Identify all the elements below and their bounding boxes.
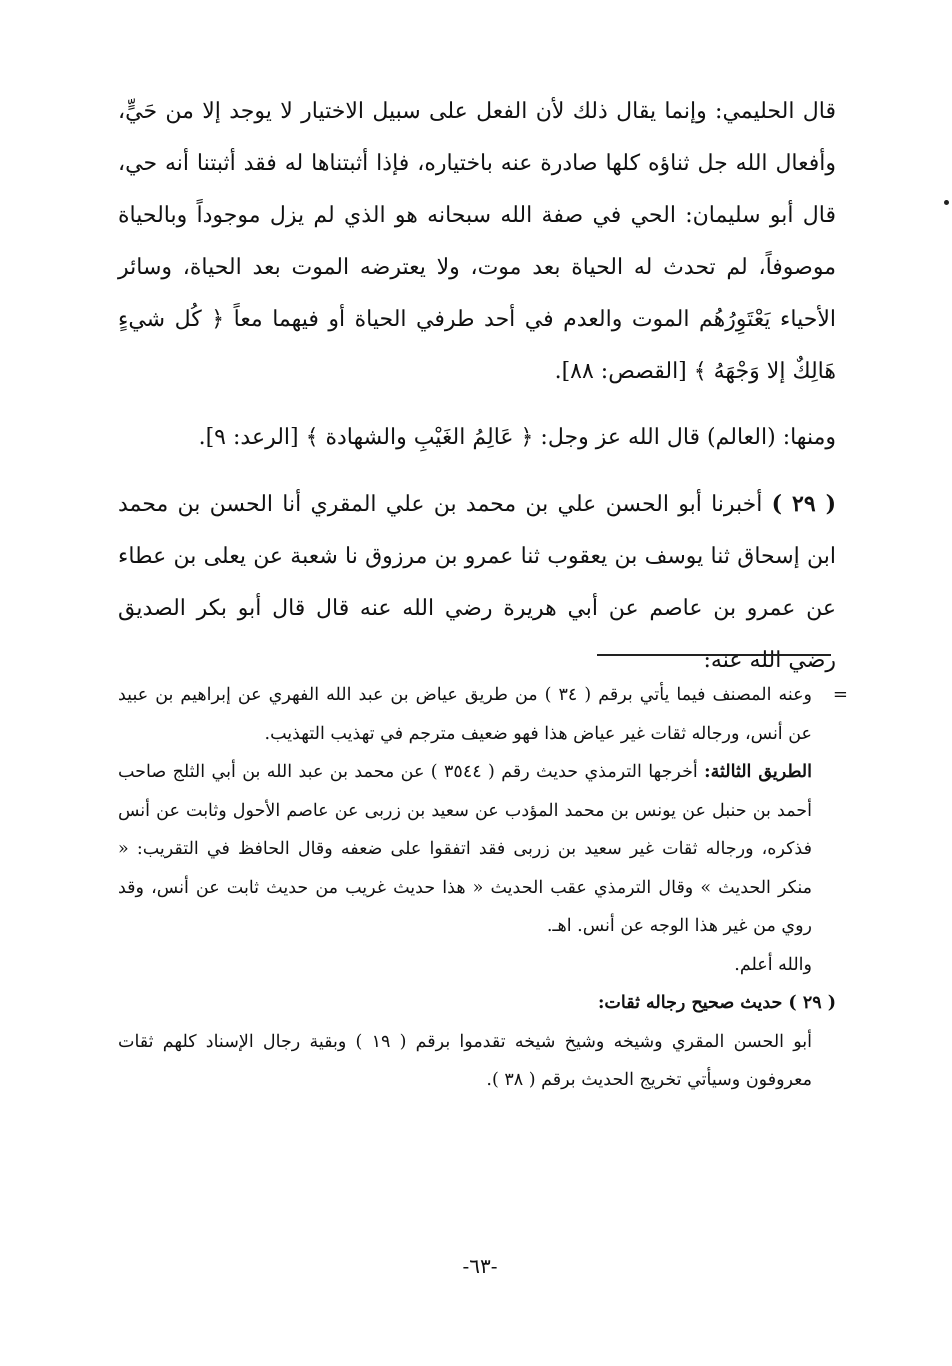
hadith-isnad: أخبرنا أبو الحسن علي بن محمد بن علي المقري أنا الحسن بن محمد ابن إسحاق ثنا يوسف بن يعقوب ثنا عمرو بن مرزوق نا شعبة عن يعلى بن عطاء عن عمرو بن عاصم عن أبي هريرة رضي الله عنه قال قال أبو بكر الصديق رضي الله عنه: — [118, 492, 836, 673]
hadith-number: ( ٢٩ ) — [771, 491, 836, 517]
footnote-heading-text: ( ٢٩ ) حديث صحيح رجاله ثقات: — [597, 993, 836, 1013]
footnote-note3: والله أعلم. — [734, 954, 812, 975]
footnote-note2 — [118, 753, 836, 946]
footnote-continuation — [118, 676, 848, 984]
page-number: -٦٣- — [462, 1254, 498, 1278]
footnote-note2-label: الطريق الثالثة: — [704, 762, 812, 782]
footnote-heading-29 — [118, 984, 836, 1023]
footnote-separator — [597, 654, 831, 656]
paragraph-halimi: قال الحليمي: وإنما يقال ذلك لأن الفعل على سبيل الاختيار لا يوجد إلا من حَيٍّ، وأفعال الله جل ثناؤه كلها صادرة عنه باختياره، فإذا أثبتناها له فقد أثبتنا أنه حي، قال أبو سليمان: الحي في صفة الله سبحانه هو الذي لم يزل موجوداً وبالحياة موصوفاً، لم تحدث له الحياة بعد موت، ولا يعترضه الموت بعد الحياة، وسائر الأحياء يَعْتَوِرُهُم الموت والعدم في أحد طرفي الحياة أو فيهما معاً ﴿ كُل شيءٍ هَالِكٌ إلا وَجْهَهُ ﴾ [القصص: ٨٨]. — [118, 99, 836, 384]
paragraph-alim: ومنها: (العالم) قال الله عز وجل: ﴿ عَالِمُ الغَيْبِ والشهادة ﴾ [الرعد: ٩]. — [198, 425, 836, 450]
continuation-mark: = — [832, 684, 848, 705]
footnotes — [118, 676, 848, 1100]
main-text — [118, 86, 836, 687]
margin-mark — [944, 200, 949, 205]
footnote-note2-text: أخرجها الترمذي حديث رقم ( ٣٥٤٤ ) عن محمد بن عبد الله بن أبي الثلج صاحب أحمد بن حنبل عن يونس بن محمد المؤدب عن سعيد بن زربى عن عاصم الأحول وثابت عن أنس فذكره، ورجاله ثقات غير سعيد بن زربى فقد اتفقوا على ضعفه وقال الحافظ في التقريب: « منكر الحديث » وقال الترمذي عقب الحديث « هذا حديث غريب من حديث ثابت عن أنس، وقد روي من غير هذا الوجه عن أنس. اهـ. — [118, 762, 812, 936]
footnote-note1: وعنه المصنف فيما يأتي برقم ( ٣٤ ) من طريق عياض بن عبد الله الفهري عن إبراهيم بن عبيد عن أنس، ورجاله ثقات غير عياض هذا فهو ضعيف مترجم في تهذيب التهذيب. — [118, 685, 813, 744]
footnote-note4: أبو الحسن المقري وشيخه وشيخ شيخه تقدموا برقم ( ١٩ ) وبقية رجال الإسناد كلهم ثقات معروفون وسيأتي تخريج الحديث برقم ( ٣٨ ). — [118, 1031, 813, 1090]
